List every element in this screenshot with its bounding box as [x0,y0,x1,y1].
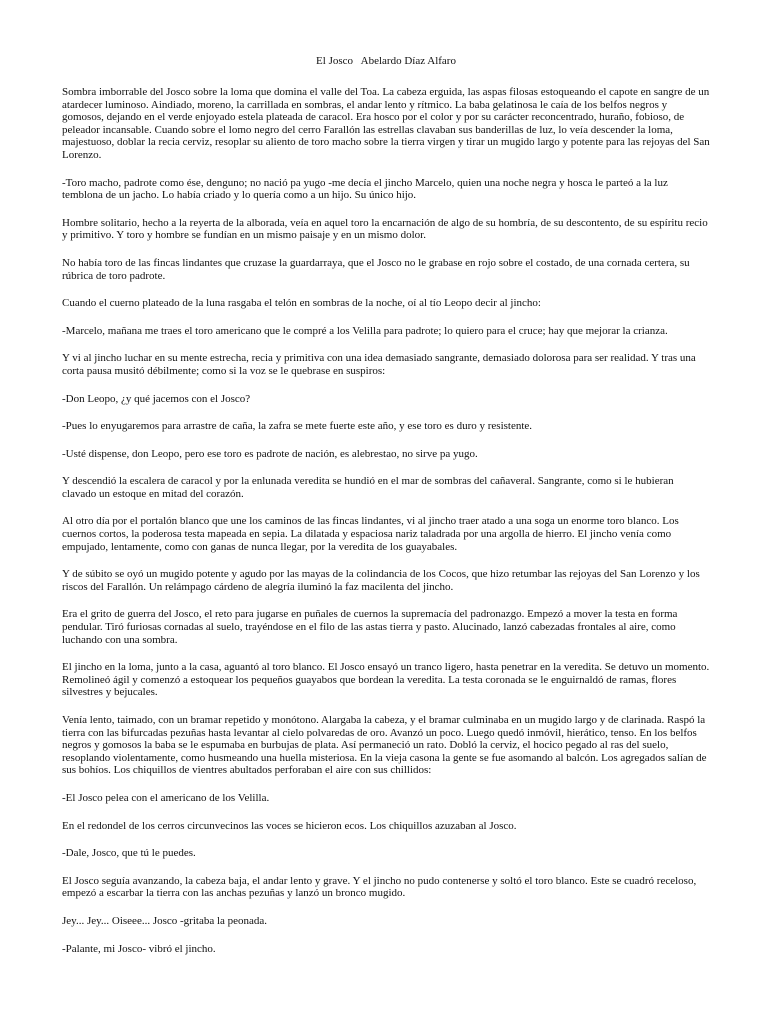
paragraph: No había toro de las fincas lindantes que cruzase la guardarraya, que el Josco no le grabase en rojo sobre el costado, de una cornada certera, su rúbrica de toro padrote. [62,256,690,282]
paragraph: En el redondel de los cerros circunvecinos las voces se hicieron ecos. Los chiquillos azuzaban al Josco. [62,819,517,832]
paragraph: -Dale, Josco, que tú le puedes. [62,847,196,860]
paragraph: -Pues lo enyugaremos para arrastre de caña, la zafra se mete fuerte este año, y ese toro es duro y resistente. [62,420,533,433]
paragraph: -Palante, mi Josco- vibró el jincho. [62,942,216,955]
paragraph: Al otro día por el portalón blanco que une los caminos de las fincas lindantes, vi al jincho traer atado a una soga un enorme toro blanco. Los cuernos cortos, la poderosa testa mapeada en sepia. La dilatada y espaciosa nariz taladrada por una argolla de hierro. El jincho venía como empujado, lentamente, como con ganas de nunca llegar, por la veredita de los guayabales. [62,515,679,553]
paragraph: Y vi al jincho luchar en su mente estrecha, recia y primitiva con una idea demasiado sangrante, demasiado dolorosa para ser realidad. Y tras una corta pausa musitó débilmente; como si la voz se le quebrase en suspiros: [62,352,696,377]
document-page [62,54,710,970]
paragraph: Hombre solitario, hecho a la reyerta de la alborada, veía en aquel toro la encarnación de algo de su hombría, de su descontento, de su espíritu recio y primitivo. Y toro y hombre se fundían en un mismo paisaje y en un mismo dolor. [62,216,708,242]
paragraph: Sombra imborrable del Josco sobre la loma que domina el valle del Toa. La cabeza erguida, las aspas filosas estoqueando el capote en sangre de un atardecer luminoso. Aindiado, moreno, la carrillada en sombras, el andar lento y rítmico. La baba gelatinosa le caía de los belfos negros y gomosos, dejando en el verde enjoyado estela plateada de caracol. Era hosco por el color y por su carácter reconcentrado, huraño, fobioso, de peleador incansable. Cuando sobre el lomo negro del cerro Farallón las estrellas clavaban sus banderillas de luz, lo veía descender la loma, majestuoso, doblar la recia cerviz, resoplar su aliento de toro macho sobre la tierra virgen y tirar un mugido largo y potente para las rejoyas del San Lorenzo. [62,86,710,161]
paragraph: Y de súbito se oyó un mugido potente y agudo por las mayas de la colindancia de los Cocos, que hizo retumbar las rejoyas del San Lorenzo y los riscos del Farallón. Un relámpago cárdeno de alegría iluminó la faz macilenta del jincho. [62,568,700,593]
paragraph: -Marcelo, mañana me traes el toro americano que le compré a los Velilla para padrote; lo quiero para el cruce; hay que mejorar la crianza. [62,324,668,337]
paragraph: Venía lento, taimado, con un bramar repetido y monótono. Alargaba la cabeza, y el bramar culminaba en un mugido largo y de clarinada. Raspó la tierra con las bifurcadas pezuñas hasta levantar al cielo polvaredas de oro. Avanzó un poco. Luego quedó inmóvil, hierático, tenso. En los belfos negros y gomosos la baba se le espumaba en burbujas de plata. Así permaneció un rato. Dobló la cerviz, el hocico pegado al ras del suelo, resoplando violentamente, como husmeando una huella misteriosa. En la vieja casona la gente se fue asomando al balcón. Los agregados salían de sus bohíos. Los chiquillos de vientres abultados perforaban el aire con sus chillidos: [62,714,707,777]
paragraph: Y descendió la escalera de caracol y por la enlunada veredita se hundió en el mar de sombras del cañaveral. Sangrante, como si le hubieran clavado un estoque en mitad del corazón. [62,475,674,500]
paragraph: -El Josco pelea con el americano de los Velilla. [62,791,270,804]
paragraph: -Usté dispense, don Leopo, pero ese toro es padrote de nación, es alebrestao, no sirve pa yugo. [62,447,478,460]
paragraph: Era el grito de guerra del Josco, el reto para jugarse en puñales de cuernos la supremacía del padronazgo. Empezó a mover la testa en forma pendular. Tiró furiosas cornadas al suelo, trayéndose en el filo de las astas tierra y pasto. Alucinado, lanzó cabezadas frontales al aire, como luchando con una sombra. [62,608,678,646]
paragraph: Jey... Jey... Oiseee... Josco -gritaba la peonada. [62,914,268,927]
document-body [62,86,710,955]
paragraph: El jincho en la loma, junto a la casa, aguantó al toro blanco. El Josco ensayó un tranco ligero, hasta penetrar en la veredita. Se detuvo un momento. Remolineó ágil y comenzó a estoquear los pequeños guayabos que bordean la veredita. La testa coronada se le enguirnaldó de ramas, flores silvestres y bejucales. [62,661,710,699]
paragraph: -Don Leopo, ¿y qué jacemos con el Josco? [62,392,251,405]
paragraph: El Josco seguía avanzando, la cabeza baja, el andar lento y grave. Y el jincho no pudo contenerse y soltó el toro blanco. Este se cuadró receloso, empezó a escarbar la tierra con las anchas pezuñas y lanzó un bronco mugido. [62,874,697,900]
document-title: El Josco Abelardo Díaz Alfaro [316,55,456,67]
paragraph: Cuando el cuerno plateado de la luna rasgaba el telón en sombras de la noche, oí al tío Leopo decir al jincho: [62,297,541,310]
paragraph: -Toro macho, padrote como ése, denguno; no nació pa yugo -me decía el jincho Marcelo, quien una noche negra y hosca le parteó a la luz temblona de un jacho. Lo había criado y lo quería como a un hijo. Su único hijo. [62,176,668,202]
